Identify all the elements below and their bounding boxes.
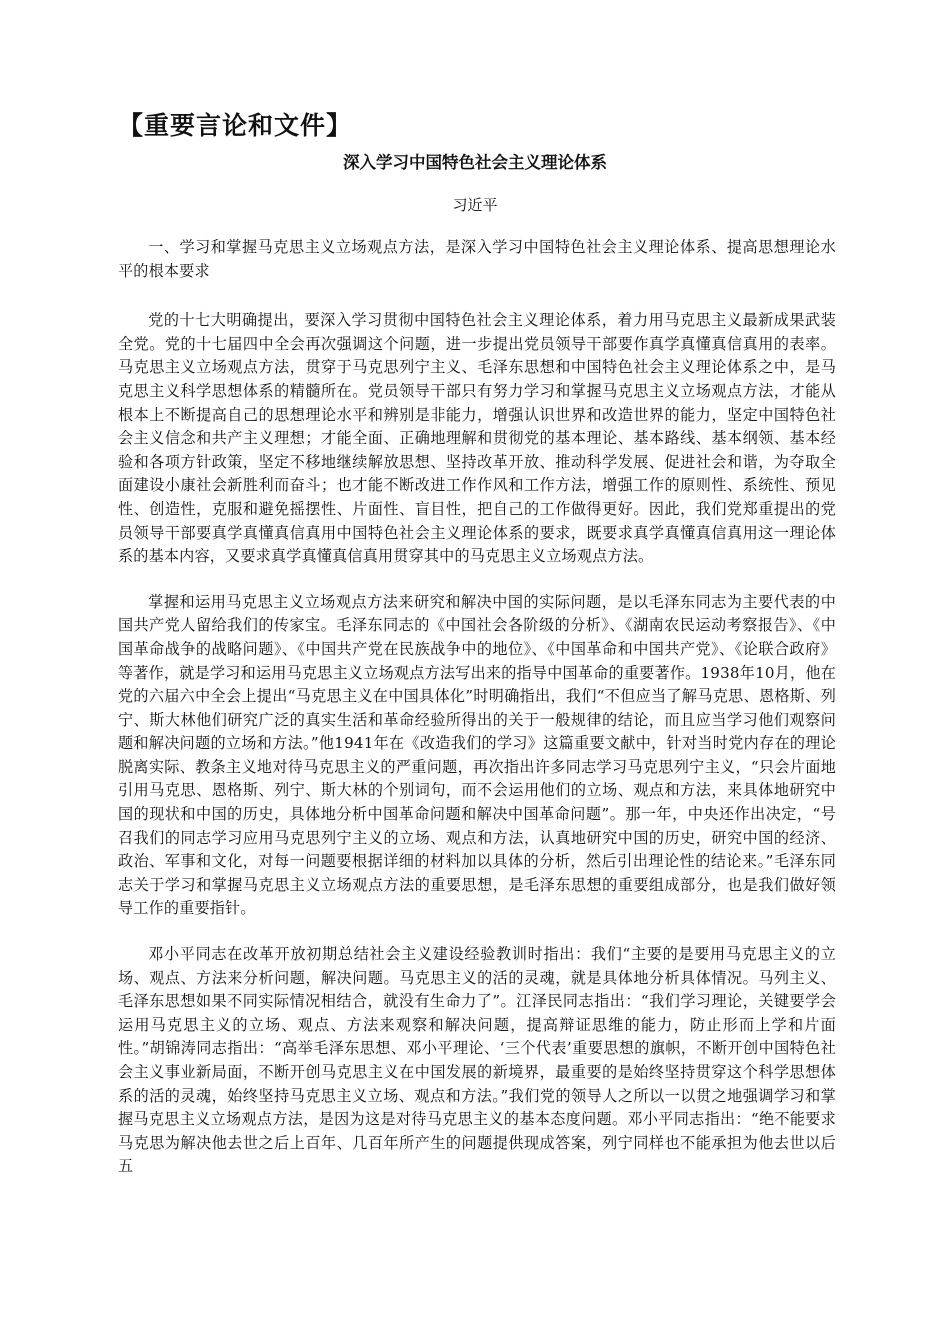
section-heading: 【重要言论和文件】 xyxy=(118,111,353,140)
section-subheading-paragraph: 一、学习和掌握马克思主义立场观点方法，是深入学习中国特色社会主义理论体系、提高思想理论水平的根本要求 xyxy=(118,238,836,280)
article-author: 习近平 xyxy=(452,196,498,214)
body-paragraph: 掌握和运用马克思主义立场观点方法来研究和解决中国的实际问题，是以毛泽东同志为主要代表的中国共产党人留给我们的传家宝。毛泽东同志的《中国社会各阶级的分析》、《湖南农民运动考察报告》、《中国革命战争的战略问题》、《中国共产党在民族战争中的地位》、《中国革命和中国共产党》、《论联合政府》等著作，就是学习和运用马克思主义立场观点方法写出来的指导中国革命的重要著作。1938年10月，他在党的六届六中全会上提出“马克思主义在中国具体化”时明确指出，我们“不但应当了解马克思、恩格斯、列宁、斯大林他们研究广泛的真实生活和革命经验所得出的关于一般规律的结论，而且应当学习他们观察问题和解决问题的立场和方法。”他1941年在《改造我们的学习》这篇重要文献中，针对当时党内存在的理论脱离实际、教条主义地对待马克思主义的严重问题，再次指出许多同志学习马克思列宁主义，“只会片面地引用马克思、恩格斯、列宁、斯大林的个别词句，而不会运用他们的立场、观点和方法，来具体地研究中国的现状和中国的历史，具体地分析中国革命问题和解决中国革命问题”。那一年，中央还作出决定，“号召我们的同志学习应用马克思列宁主义的立场、观点和方法，认真地研究中国的历史，研究中国的经济、政治、军事和文化，对每一问题要根据详细的材料加以具体的分析，然后引出理论性的结论来。”毛泽东同志关于学习和掌握马克思主义立场观点方法的重要思想，是毛泽东思想的重要组成部分，也是我们做好领导工作的重要指针。 xyxy=(118,592,836,918)
body-paragraph: 党的十七大明确提出，要深入学习贯彻中国特色社会主义理论体系，着力用马克思主义最新成果武装全党。党的十七届四中全会再次强调这个问题，进一步提出党员领导干部要作真学真懂真信真用的表率。马克思主义立场观点方法，贯穿于马克思列宁主义、毛泽东思想和中国特色社会主义理论体系之中，是马克思主义科学思想体系的精髓所在。党员领导干部只有努力学习和掌握马克思主义立场观点方法，才能从根本上不断提高自己的思想理论水平和辨别是非能力，增强认识世界和改造世界的能力，坚定中国特色社会主义信念和共产主义理想；才能全面、正确地理解和贯彻党的基本理论、基本路线、基本纲领、基本经验和各项方针政策，坚定不移地继续解放思想、坚持改革开放、推动科学发展、促进社会和谐，为夺取全面建设小康社会新胜利而奋斗；也才能不断改进工作作风和工作方法，增强工作的原则性、系统性、预见性、创造性，克服和避免摇摆性、片面性、盲目性，把自己的工作做得更好。因此，我们党郑重提出的党员领导干部要真学真懂真信真用中国特色社会主义理论体系的要求，既要求真学真懂真信真用这一理论体系的基本内容，又要求真学真懂真信真用贯穿其中的马克思主义立场观点方法。 xyxy=(118,311,836,566)
article-body xyxy=(118,236,836,1201)
article-title: 深入学习中国特色社会主义理论体系 xyxy=(343,153,607,172)
body-paragraph: 邓小平同志在改革开放初期总结社会主义建设经验教训时指出：我们“主要的是要用马克思主义的立场、观点、方法来分析问题，解决问题。马克思主义的活的灵魂，就是具体地分析具体情况。马列主义、毛泽东思想如果不同实际情况相结合，就没有生命力了”。江泽民同志指出：“我们学习理论，关键要学会运用马克思主义的立场、观点、方法来观察和解决问题，提高辩证思维的能力，防止形而上学和片面性。”胡锦涛同志指出：“高举毛泽东思想、邓小平理论、‘三个代表’重要思想的旗帜，不断开创中国特色社会主义事业新局面，不断开创马克思主义在中国发展的新境界，最重要的是始终坚持贯穿这个科学思想体系的活的灵魂，始终坚持马克思主义立场、观点和方法。”我们党的领导人之所以一以贯之地强调学习和掌握马克思主义立场观点方法，是因为这是对待马克思主义的基本态度问题。邓小平同志指出：“绝不能要求马克思为解决他去世之后上百年、几百年所产生的问题提供现成答案，列宁同样也不能承担为他去世以后五 xyxy=(118,945,836,1176)
